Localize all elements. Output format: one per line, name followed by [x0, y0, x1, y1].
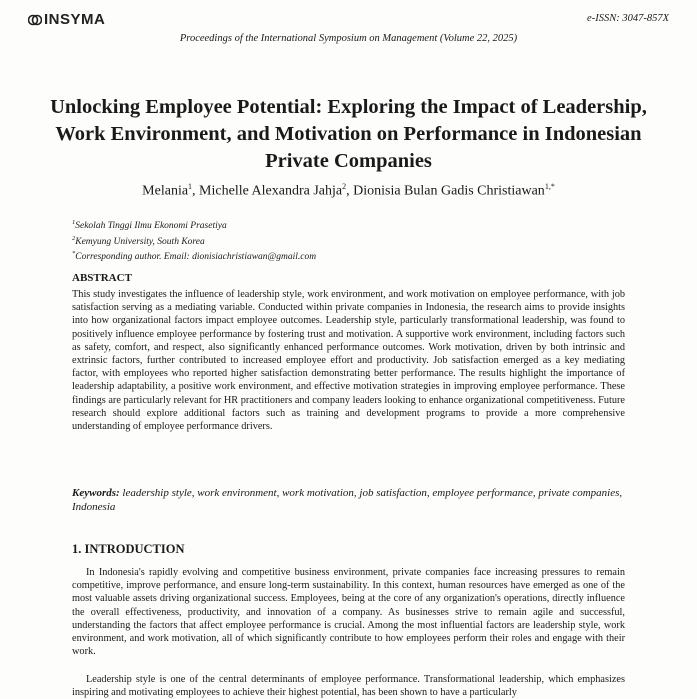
affiliation-item: *Corresponding author. Email: dionisiachristiawan@gmail.com [72, 250, 317, 263]
issn: e-ISSN: 3047-857X [587, 13, 669, 24]
keywords [72, 486, 625, 514]
author-name: Michelle Alexandra Jahja [199, 183, 343, 199]
affiliation-item: $^1$Sekolah Tinggi Ilmu Ekonomi Prasetiya [72, 219, 227, 232]
intro-paragraph: Leadership style is one of the central determinants of employee performance. Transformational leadership, which emphasizes inspiring and motivating employees to achieve their highest potential, has been shown to have a particularly [72, 674, 625, 699]
keywords-label: Keywords: [72, 487, 120, 499]
affiliations [72, 217, 316, 264]
logo-text: INSYMA [44, 11, 106, 28]
affiliation-item: $^2$Kemyung University, South Korea [72, 234, 205, 247]
author-name: Dionisia Bulan Gadis Christiawan [353, 183, 545, 199]
introduction-heading: 1. INTRODUCTION [72, 542, 185, 556]
insyma-logo [28, 11, 105, 28]
intro-paragraph: In Indonesia's rapidly evolving and competitive business environment, private companies face increasing pressures to remain competitive, improve performance, and ensure long-term sustainability. In this context, human resources have emerged as one of the most valuable assets driving organizational success. Employees, being at the core of any organization's operations, directly influence the overall effectiveness, productivity, and innovation of a company. As businesses strive to remain agile and successful, understanding the factors that affect employee performance is crucial. Among the most influential factors are leadership style, work environment, and work motivation, all of which significantly contribute to how employees perform their roles and engage with their work. [72, 567, 625, 658]
author-list: Melania$^1$, Michelle Alexandra Jahja$^2$, Dionisia Bulan Gadis Christiawan$^{1,*}$ [142, 182, 555, 199]
author-sup: 1 [188, 182, 193, 191]
author-name: Melania [142, 183, 189, 199]
proceedings-line: Proceedings of the International Symposium on Management (Volume 22, 2025) [179, 33, 518, 44]
logo-mark-icon [28, 13, 42, 27]
abstract-heading: ABSTRACT [72, 272, 132, 284]
paper-title: Unlocking Employee Potential: Exploring the Impact of Leadership, Work Environment, and Motivation on Performance in Indonesian Private Companies [50, 96, 647, 172]
author-sup: 1,* [544, 182, 555, 191]
keywords-text: leadership style, work environment, work motivation, job satisfaction, employee performance, private companies, Indonesia [72, 487, 623, 513]
author-sup: 2 [342, 182, 347, 191]
abstract-body: This study investigates the influence of leadership style, work environment, and work motivation on employee performance, with job satisfaction serving as a mediating variable. Conducted within private companies in Indonesia, the research aims to provide insights into how organizational factors impact employee outcomes. Leadership style, particularly transformational leadership, was found to positively influence employee performance by fostering trust and motivation. A supportive work environment, including factors such as safety, comfort, and respect, also significantly enhanced performance outcomes. Work motivation, driven by both intrinsic and extrinsic factors, further contributed to increased employee effort and productivity. Job satisfaction emerged as a key mediating factor, with employees who reported higher satisfaction demonstrating better performance. The results highlight the importance of leadership adaptability, a positive work environment, and effective motivation strategies in improving employee performance. These findings are particularly relevant for HR practitioners and company leaders looking to enhance organizational competitiveness. Future research should explore additional factors such as training and development programs to provide a more comprehensive understanding of employee performance drivers. [72, 289, 625, 433]
